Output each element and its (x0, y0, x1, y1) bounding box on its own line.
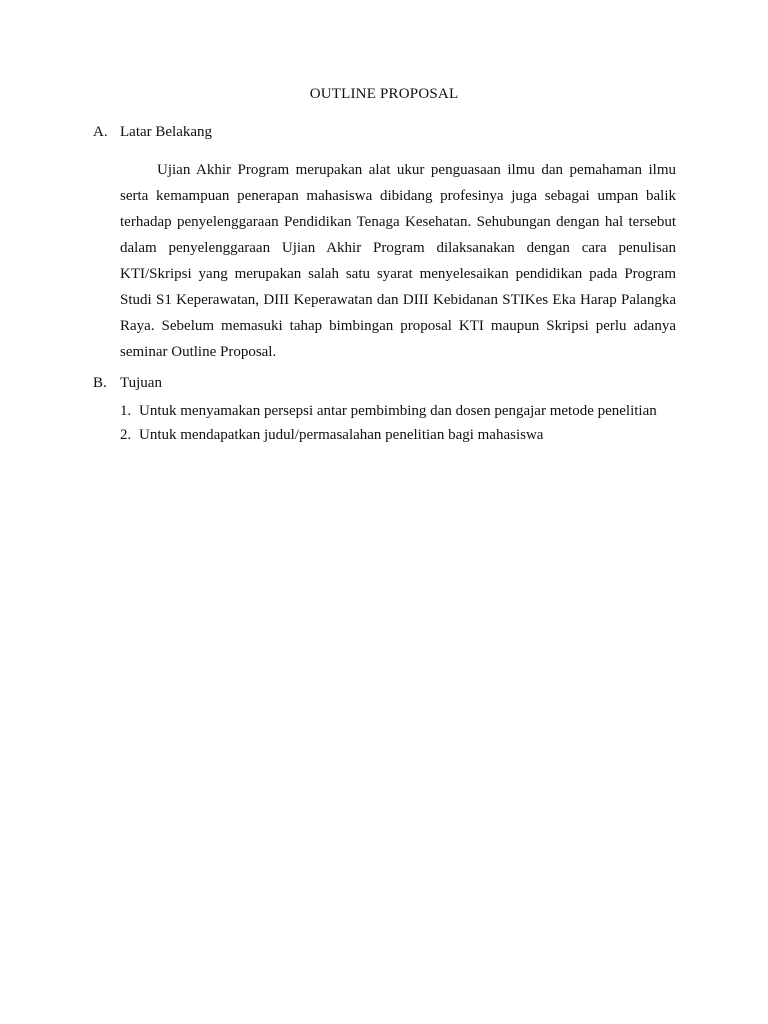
list-item-number: 1. (120, 403, 132, 419)
list-item (120, 423, 680, 447)
list-item-number: 2. (120, 427, 132, 443)
section-b-list (120, 399, 680, 447)
section-b-title: Tujuan (120, 375, 162, 391)
section-b-letter: B. (93, 375, 107, 391)
section-a-paragraph: Ujian Akhir Program merupakan alat ukur penguasaan ilmu dan pemahaman ilmu serta kemampuan penerapan mahasiswa dibidang profesinya juga sebagai umpan balik terhadap penyelenggaraan Pendidikan Tenaga Kesehatan. Sehubungan dengan hal tersebut dalam penyelenggaraan Ujian Akhir Program dilaksanakan dengan cara penulisan KTI/Skripsi yang merupakan salah satu syarat menyelesaikan pendidikan pada Program Studi S1 Keperawatan, DIII Keperawatan dan DIII Kebidanan STIKes Eka Harap Palangka Raya. Sebelum memasuki tahap bimbingan proposal KTI maupun Skripsi perlu adanya seminar Outline Proposal. (120, 162, 676, 360)
list-item-text: Untuk mendapatkan judul/permasalahan penelitian bagi mahasiswa (139, 427, 544, 443)
section-b-heading (93, 373, 162, 393)
section-a-title: Latar Belakang (120, 124, 213, 140)
section-a-heading (93, 122, 212, 142)
list-item (120, 399, 680, 423)
document-title: OUTLINE PROPOSAL (309, 86, 459, 102)
section-a-letter: A. (93, 124, 108, 140)
list-item-text: Untuk menyamakan persepsi antar pembimbing dan dosen pengajar metode penelitian (139, 403, 657, 419)
